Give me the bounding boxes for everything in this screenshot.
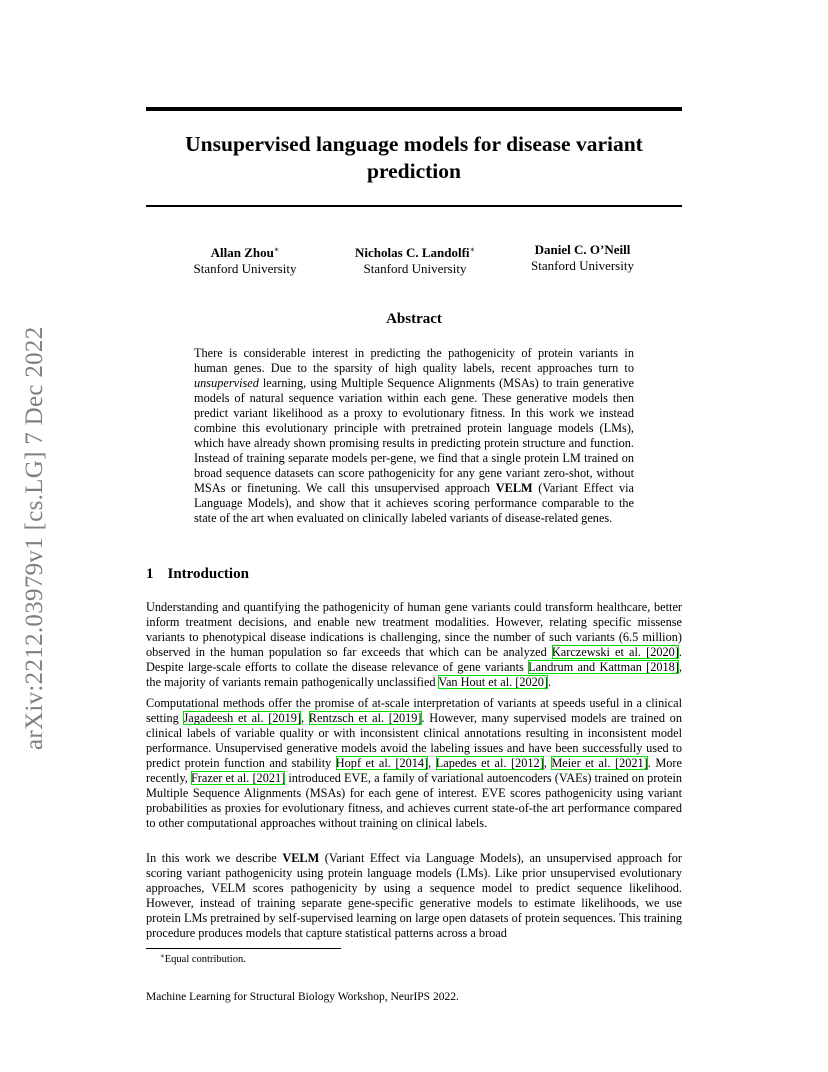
- citation-link[interactable]: Landrum and Kattman [2018]: [528, 660, 679, 674]
- venue-note: Machine Learning for Structural Biology Workshop, NeurIPS 2022.: [146, 991, 459, 1003]
- section-number: 1: [146, 566, 154, 582]
- author-2: [345, 242, 485, 277]
- footnote-rule: [146, 948, 341, 949]
- footnote: [160, 950, 246, 966]
- author-name: Nicholas C. Landolfi: [355, 245, 470, 260]
- equal-contribution-mark: ∗: [469, 245, 475, 254]
- citation-link[interactable]: Meier et al. [2021]: [551, 756, 648, 770]
- section-title: Introduction: [167, 566, 249, 582]
- arxiv-identifier: arXiv:2212.03979v1 [cs.LG] 7 Dec 2022: [21, 326, 48, 750]
- footnote-text: Equal contribution.: [164, 954, 246, 965]
- abstract-text: There is considerable interest in predicting the pathogenicity of protein variants in human genes. Due to the sparsity of high quality labels, recent approaches turn to unsupervised learning, using Multiple Sequence Alignments (MSAs) to train generative models of natural sequence variation within each gene. These generative models then predict variant likelihood as a proxy to evolutionary fitness. In this work we instead combine this evolutionary principle with pretrained protein language models (LMs), which have already shown promising results in predicting protein structure and function. Instead of training separate models per-gene, we find that a single protein LM trained on broad sequence datasets can score pathogenicity for any gene variant zero-shot, without MSAs or finetuning. We call this unsupervised approach VELM (Variant Effect via Language Models), and show that it achieves scoring performance comparable to the state of the art when evaluated on clinically labeled variants of disease-related genes.: [194, 346, 634, 525]
- author-affiliation: Stanford University: [193, 261, 297, 276]
- title-bottom-rule: [146, 205, 682, 207]
- title-top-rule: [146, 107, 682, 111]
- author-1: [185, 242, 305, 277]
- paragraph-2: Computational methods offer the promise of at-scale interpretation of variants at speeds useful in a clinical setting Jagadeesh et al. [2019], Rentzsch et al. [2019]. However, many supervised models are trained on clinical labels of variable quality or with inconsistent clinical annotations resulting in inconsistent model performance. Unsupervised generative models avoid the labeling issues and have been successfully used to predict protein function and stability Hopf et al. [2014], Lapedes et al. [2012], Meier et al. [2021]. More recently, Frazer et al. [2021] introduced EVE, a family of variational autoencoders (VAEs) trained on protein Multiple Sequence Alignments (MSAs) for each gene of interest. EVE scores pathogenicity using variant probabilities as proxies for evolutionary fitness, and achieves current state-of-the art performance compared to other computational approaches without training on clinical labels.: [146, 696, 683, 830]
- citation-link[interactable]: Van Hout et al. [2020]: [438, 675, 549, 689]
- section-heading: [146, 566, 249, 583]
- paragraph-1: Understanding and quantifying the pathogenicity of human gene variants could transform healthcare, better inform treatment decisions, and enable new treatment modalities. However, relating specific missense variants to phenotypical disease indications is challenging, since the number of such variants (6.5 million) observed in the human population so far exceeds that which can be analyzed Karczewski et al. [2020]. Despite large-scale efforts to collate the disease relevance of gene variants Landrum and Kattman [2018], the majority of variants remain pathogenically unclassified Van Hout et al. [2020].: [146, 600, 683, 689]
- author-affiliation: Stanford University: [363, 261, 467, 276]
- author-affiliation: Stanford University: [531, 258, 634, 273]
- citation-link[interactable]: Karczewski et al. [2020]: [551, 645, 679, 659]
- author-name: Daniel C. O’Neill: [534, 242, 631, 257]
- citation-link[interactable]: Jagadeesh et al. [2019]: [183, 711, 302, 725]
- paragraph-3: In this work we describe VELM (Variant Effect via Language Models), an unsupervised approach for scoring variant pathogenicity using protein language models (LMs). Like prior unsupervised evolutionary approaches, VELM scores pathogenicity by using a sequence model to predict sequence likelihood. However, instead of training separate gene-specific generative models to estimate likelihoods, we use protein LMs pretrained by self-supervised learning on large open datasets of protein sequences. This training procedure produces models that capture statistical patterns across a broad: [146, 851, 682, 940]
- citation-link[interactable]: Frazer et al. [2021]: [190, 771, 286, 785]
- citation-link[interactable]: Lapedes et al. [2012]: [435, 756, 544, 770]
- citation-link[interactable]: Hopf et al. [2014]: [335, 756, 429, 770]
- citation-link[interactable]: Rentzsch et al. [2019]: [308, 711, 422, 725]
- author-3: [520, 242, 645, 274]
- footnote-mark: ∗: [160, 952, 165, 960]
- abstract-heading: Abstract: [386, 311, 442, 327]
- paper-title: Unsupervised language models for disease variant prediction: [185, 132, 643, 183]
- equal-contribution-mark: ∗: [273, 245, 280, 254]
- author-name: Allan Zhou: [210, 245, 274, 260]
